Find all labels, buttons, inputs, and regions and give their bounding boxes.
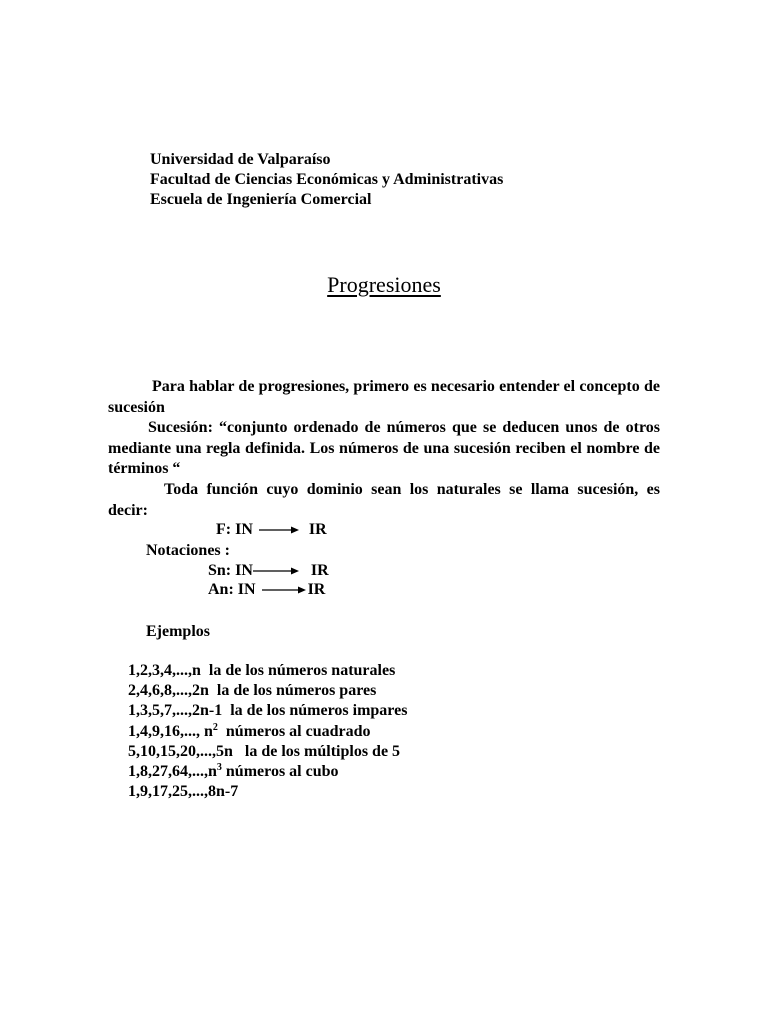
mapping-line bbox=[216, 520, 327, 540]
faculty-name: Facultad de Ciencias Económicas y Administrativas bbox=[150, 171, 504, 188]
example-item: 2,4,6,8,...,2n la de los números pares bbox=[128, 682, 377, 700]
ejemplos-heading: Ejemplos bbox=[146, 623, 210, 640]
example-item: 5,10,15,20,...,5n la de los múltiplos de 5 bbox=[128, 742, 401, 760]
function-text: Toda función cuyo dominio sean los naturales se llama sucesión, es decir: bbox=[108, 481, 660, 519]
definition-text: Sucesión: “conjunto ordenado de números que se deducen unos de otros mediante una regla definida. Los números de una sucesión reciben el nombre de términos “ bbox=[108, 419, 660, 477]
intro-text: Para hablar de progresiones, primero es necesario entender el concepto de sucesión bbox=[108, 378, 660, 416]
notation-an-codomain: IR bbox=[307, 581, 326, 598]
notation-an-domain: An: IN bbox=[208, 581, 256, 598]
mapping-codomain: IR bbox=[308, 521, 327, 538]
school-name: Escuela de Ingeniería Comercial bbox=[150, 191, 372, 208]
intro-paragraph bbox=[108, 377, 660, 418]
example-item: 1,4,9,16,..., $n^2$ números al cuadrado bbox=[128, 721, 371, 740]
page-title: Progresiones bbox=[327, 272, 441, 297]
notaciones-label: Notaciones : bbox=[146, 542, 230, 559]
institution-header bbox=[150, 150, 503, 210]
example-item: 1,2,3,4,...,n la de los números naturales bbox=[128, 662, 396, 679]
university-name: Universidad de Valparaíso bbox=[150, 151, 331, 168]
example-item: 1,3,5,7,...,2n-1 la de los números impares bbox=[128, 702, 408, 720]
right-arrow-icon bbox=[260, 585, 308, 595]
function-paragraph bbox=[108, 480, 660, 521]
notation-sn bbox=[208, 561, 329, 581]
example-item: $1,8,27,64,...,n^3$ números al cubo bbox=[128, 762, 339, 781]
mapping-domain: F: IN bbox=[216, 521, 253, 538]
example-item: 1,9,17,25,...,8n-7 bbox=[128, 783, 239, 801]
definition-paragraph bbox=[108, 418, 660, 480]
right-arrow-icon bbox=[253, 566, 301, 576]
right-arrow-icon bbox=[257, 525, 301, 535]
notation-an bbox=[208, 580, 325, 600]
notation-sn-codomain: IR bbox=[310, 562, 329, 579]
examples-list bbox=[128, 661, 407, 802]
notation-sn-domain: Sn: IN bbox=[208, 562, 253, 579]
